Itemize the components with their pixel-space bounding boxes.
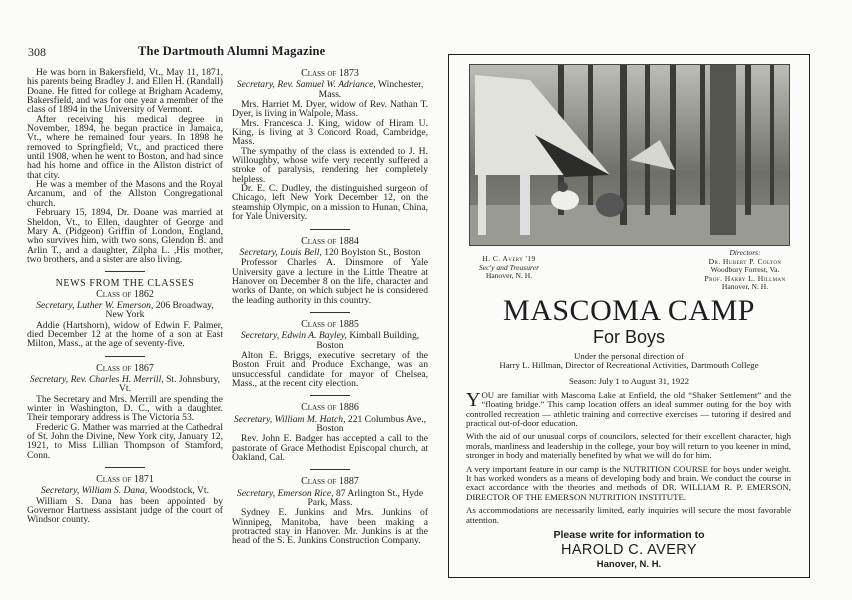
class-note-paragraph: William S. Dana has been appointed by Governor Hartness assistant judge of the court of Windsor county. — [27, 495, 223, 526]
obituary-paragraph: He was a member of the Masons and the Royal Arcanum, and of the Allston Congregational church. — [27, 179, 223, 209]
camp-forest-image — [470, 65, 789, 245]
class-note-paragraph: Alton E. Briggs, executive secretary of the Boston Fruit and Produce Exchange, was an unsuccessful candidate for mayor of Chelsea, Mass., at the recent city election. — [232, 349, 428, 389]
class-note-paragraph: The sympathy of the class is extended to J. H. Willoughby, whose wife very recently suffered a stroke of paralysis, rendering her completely helpless. — [232, 145, 428, 185]
secretary-name: Secretary, Louis Bell, — [239, 246, 322, 258]
class-note-paragraph: Sydney E. Junkins and Mrs. Junkins of Winnipeg, Manitoba, have been making a protracted stay in Hanover. Mr. Junkins is at the head of the S. E. Junkins Construction Company. — [232, 507, 428, 547]
class-note-paragraph: Mrs. Francesca J. King, widow of Hiram U. King, is living at 3 Concord Road, Cambridge, Mass. — [232, 117, 428, 148]
secretary-role: Sec'y and Treasurer — [478, 262, 540, 272]
class-note-paragraph: Mrs. Harriet M. Dyer, widow of Rev. Nathan T. Dyer, is living in Walpole, Mass. — [232, 99, 428, 120]
secretary-name: Secretary, Rev. Charles H. Merrill, — [29, 373, 164, 385]
ad-paragraph-text: OU are familiar with Mascoma Lake at Enfield, the old “Shaker Settlement” and the “floating bridge.” This camp location offers an ideal summer outing for the boy with controlled recreation — athletic training and corrective exercises — tutoring if desired and practical out-of-door education. — [466, 389, 791, 428]
class-heading: Class of 1862 — [96, 288, 154, 300]
class-note-paragraph: Professor Charles A. Dinsmore of Yale University gave a lecture in the Little Theatre at Hanover on December 8 on the life, character and works of Dante, on which subject he is considered the leading authority in this country. — [232, 257, 428, 306]
director-place: Hanover, N. H. — [721, 282, 769, 292]
class-secretary — [232, 248, 428, 257]
divider — [105, 467, 145, 468]
class-heading: Class of 1887 — [301, 476, 359, 488]
ad-paragraph — [466, 388, 791, 429]
class-note-paragraph: The Secretary and Mrs. Merrill are spending the winter in Washington, D. C., with a daughter. Their temporary address is The Victoria 53. — [27, 393, 223, 424]
class-secretary — [232, 489, 428, 508]
class-heading: Class of 1885 — [301, 318, 359, 330]
class-secretary — [27, 486, 223, 495]
secretary-address: Kimball Building, Boston — [316, 330, 420, 351]
direction-line: Harry L. Hillman, Director of Recreational Activities, Dartmouth College — [499, 360, 759, 371]
secretary-name: Secretary, William M. Hatch, — [233, 413, 346, 425]
drop-cap: Y — [466, 388, 481, 411]
divider — [310, 312, 350, 313]
class-heading: Class of 1867 — [96, 362, 154, 374]
page-number: 308 — [28, 45, 46, 59]
class-heading: Class of 1873 — [301, 68, 359, 79]
secretary-place: Hanover, N. H. — [485, 271, 533, 281]
secretary-name: Secretary, Luther W. Emerson, — [36, 299, 154, 311]
secretary-address: Woodstock, Vt. — [149, 485, 209, 497]
ad-paragraph: As accommodations are necessarily limited, early inquiries will secure the most favorable attention. — [466, 505, 791, 525]
caption-secretary — [462, 255, 556, 281]
column-left — [27, 68, 223, 525]
class-secretary — [232, 415, 428, 434]
class-secretary — [27, 375, 223, 394]
column-right — [232, 68, 428, 546]
ad-direction — [449, 352, 809, 371]
class-secretary — [232, 80, 428, 99]
ad-contact-name: HAROLD C. AVERY — [560, 542, 697, 559]
director-name: Prof. Harry L. Hillman — [704, 273, 786, 283]
obituary-paragraph: He was born in Bakersfield, Vt., May 11, 1871, his parents being Bradley J. and Ellen H. (Randall) Doane. He fitted for college at Brigham Academy, Bakersfield, and was for one year a member of the class of 1894 in the University of Vermont. — [27, 67, 223, 116]
class-heading: Class of 1871 — [96, 474, 154, 486]
obituary-paragraph: After receiving his medical degree in November, 1894, he began practice in Jamaica, Vt., where he remained four years. In 1898 he removed to Springfield, Vt., and practiced there until 1908, when he went to Boston, and had since had his home and office in the Allston district of that city. — [27, 113, 223, 181]
class-notes-list — [27, 290, 223, 525]
secretary-address: 206 Broadway, New York — [105, 299, 214, 321]
secretary-name: Secretary, Edwin A. Bayley, — [240, 330, 347, 342]
ad-title: MASCOMA CAMP — [503, 293, 755, 327]
class-note-paragraph: Frederic G. Mather was married at the Cathedral of St. John the Divine, New York city, January 12, 1921, to Miss Lillian Thompson of Stamford, Conn. — [27, 421, 223, 461]
divider — [310, 469, 350, 470]
divider — [105, 356, 145, 357]
secretary-address: 120 Boylston St., Boston — [324, 246, 421, 258]
secretary-address: Winchester, Mass. — [318, 79, 424, 100]
secretary-address: 87 Arlington St., Hyde Park, Mass. — [307, 487, 424, 509]
class-notes-list — [232, 69, 428, 546]
photo-captions — [449, 246, 809, 292]
ad-season: Season: July 1 to August 31, 1922 — [569, 375, 689, 386]
divider — [105, 271, 145, 272]
secretary-name: Secretary, Rev. Samuel W. Adriance, — [236, 79, 376, 91]
divider — [310, 395, 350, 396]
secretary-name: H. C. Avery '19 — [482, 254, 536, 263]
ad-contact-prompt: Please write for information to — [553, 529, 705, 542]
director-name: Dr. Hubert P. Colton — [708, 256, 782, 266]
secretary-name: Secretary, Emerson Rice, — [236, 487, 334, 499]
ad-contact-place: Hanover, N. H. — [596, 559, 662, 571]
camp-photo — [469, 64, 790, 246]
class-note-paragraph: Dr. E. C. Dudley, the distinguished surgeon of Chicago, left New York December 12, on the steamship Olympic, on a mission to Hunan, China, for Yale University. — [232, 183, 428, 223]
secretary-name: Secretary, William S. Dana, — [40, 485, 148, 497]
class-note-paragraph: Addie (Hartshorn), widow of Edwin F. Palmer, died December 12 at the home of a son at East Milton, Mass., at the age of seventy-five. — [27, 319, 223, 350]
obituary-paragraph: February 15, 1894, Dr. Doane was married at Sheldon, Vt., to Ellen, daughter of George and Mary A. (Pidgeon) Griffin of London, England, who survives him, with two sons, Glendon B. and Arlin T., and a daughter, Zilpha L. ,His mother, two brothers, and a sister are also living. — [27, 207, 223, 265]
ad-subtitle: For Boys — [592, 326, 666, 347]
direction-line: Under the personal direction of — [574, 350, 684, 361]
directors-label: Directors: — [729, 248, 761, 257]
ad-paragraph: A very important feature in our camp is the NUTRITION COURSE for boys under weight. It has worked wonders as a means of developing body and brain. We conduct the course in exact accordance with the theories and methods of DR. WILLIAM R. P. EMERSON, DIRECTOR OF THE EMERSON NUTRITION INSTITUTE. — [466, 463, 791, 502]
running-head: The Dartmouth Alumni Magazine — [138, 44, 326, 58]
class-heading: Class of 1886 — [301, 402, 359, 414]
ad-body — [466, 388, 791, 525]
director-place: Woodbury Forrest, Va. — [710, 265, 780, 275]
advertisement-frame — [448, 54, 810, 578]
caption-directors — [691, 249, 799, 292]
divider — [310, 229, 350, 230]
secretary-address: 221 Columbus Ave., Boston — [316, 413, 427, 434]
ad-paragraph: With the aid of our unusual corps of councilors, selected for their excellent character, high morals, manliness and leadership in the college, your boy will return to you keener in mind, stronger in body and materially benefited by what we will do for him. — [466, 431, 791, 461]
secretary-address: St. Johnsbury, Vt. — [119, 373, 221, 395]
news-heading: NEWS FROM THE CLASSES — [55, 278, 195, 290]
class-heading: Class of 1884 — [301, 235, 359, 247]
class-secretary — [232, 331, 428, 350]
class-secretary — [27, 301, 223, 320]
class-note-paragraph: Rev. John E. Badger has accepted a call to the pastorate of Grace Methodist Episcopal church, at Oakland, Cal. — [232, 433, 428, 464]
